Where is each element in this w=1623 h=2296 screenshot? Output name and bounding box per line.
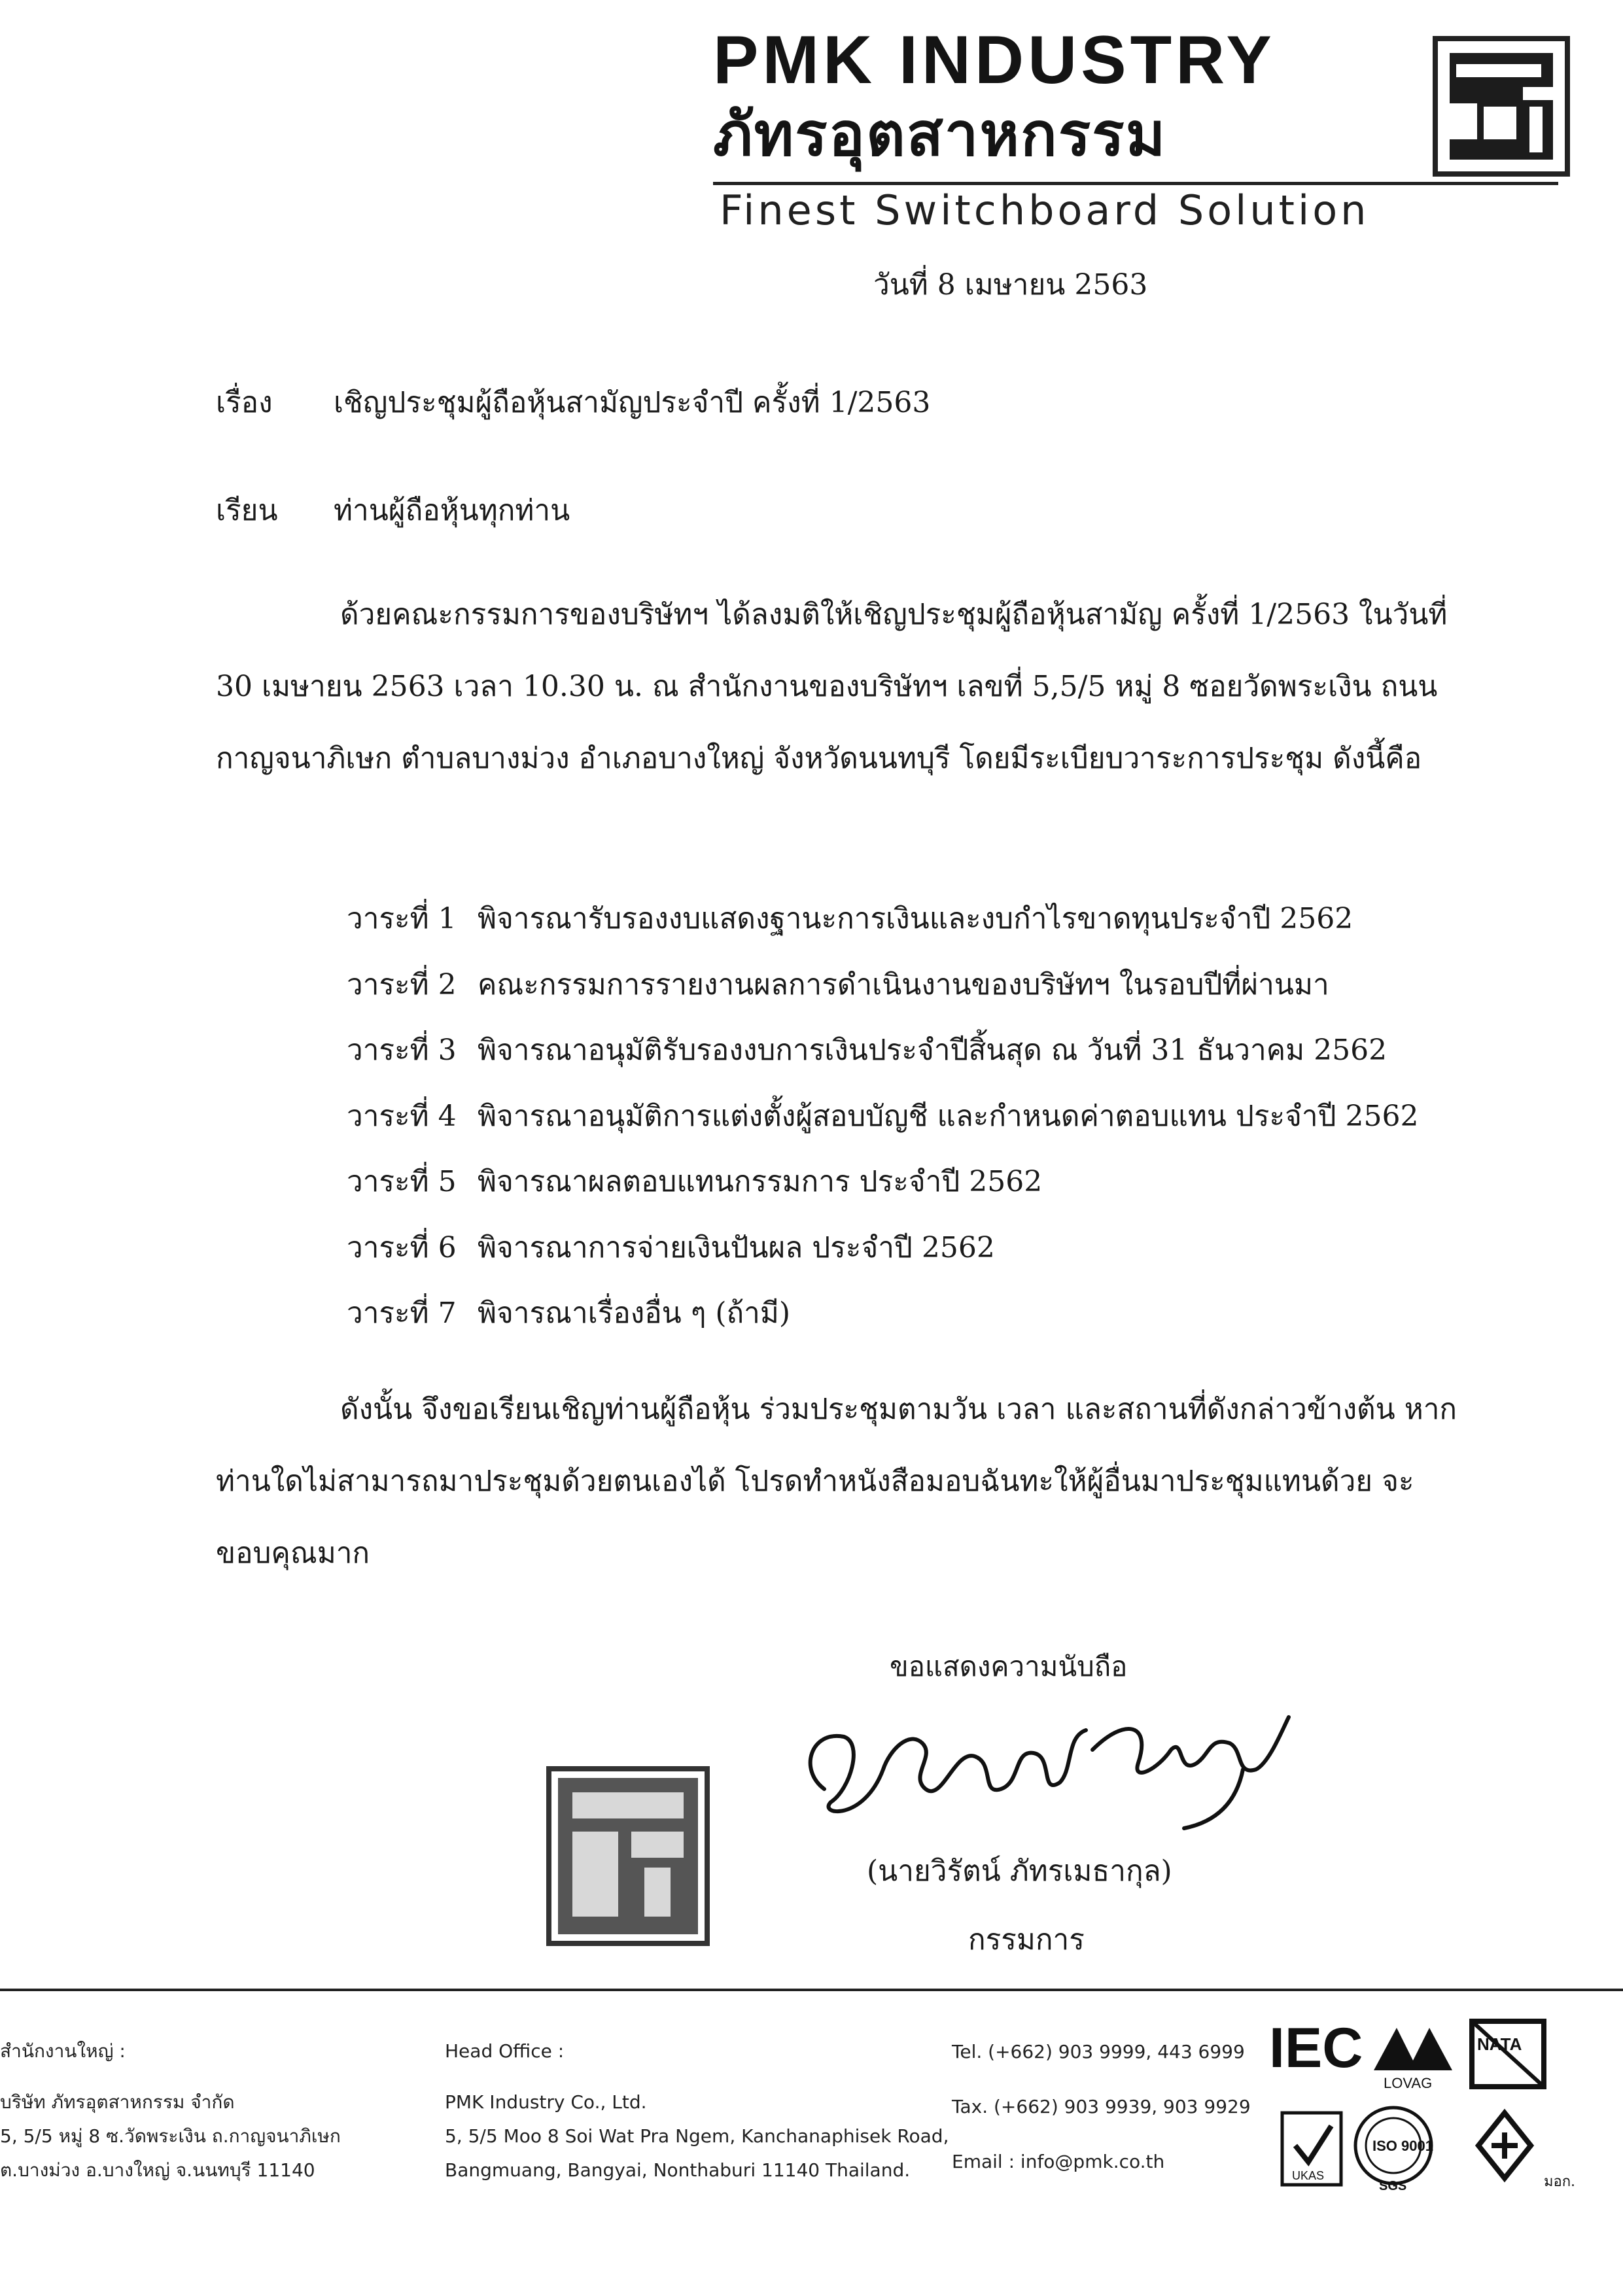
agenda-item [347, 1215, 1419, 1281]
svg-text:ISO 9001: ISO 9001 [1372, 2138, 1433, 2154]
footer-th-address-line: ต.บางม่วง อ.บางใหญ่ จ.นนทบุรี 11140 [0, 2159, 315, 2181]
iso-sgs-logo-icon [1355, 2108, 1433, 2191]
agenda-item [347, 1149, 1419, 1215]
agenda-item-label: วาระที่ 3 [347, 1034, 457, 1067]
agenda-item-label: วาระที่ 7 [347, 1296, 457, 1330]
agenda-item-text: พิจารณาอนุมัติการแต่งตั้งผู้สอบบัญชี และกำหนดค่าตอบแทน ประจำปี 2562 [478, 1099, 1419, 1133]
svg-text:IEC: IEC [1269, 2017, 1363, 2079]
brand-name-en: PMK INDUSTRY [713, 22, 1276, 98]
agenda-item-text: พิจารณารับรองงบแสดงฐานะการเงินและงบกำไรขาดทุนประจำปี 2562 [478, 902, 1353, 935]
agenda-item [347, 886, 1419, 952]
body-paragraph-1 [216, 579, 1459, 795]
agenda-item [347, 952, 1419, 1018]
svg-text:SGS: SGS [1379, 2179, 1407, 2191]
lovag-logo-icon [1374, 2028, 1452, 2091]
subject-label: เรื่อง [216, 386, 273, 419]
footer-en-company: PMK Industry Co., Ltd. [445, 2091, 647, 2113]
company-tagline: Finest Switchboard Solution [720, 186, 1370, 234]
nata-logo-icon [1472, 2021, 1544, 2087]
agenda-item-text: พิจารณาอนุมัติรับรองงบการเงินประจำปีสิ้นสุด ณ วันที่ 31 ธันวาคม 2562 [478, 1034, 1387, 1067]
agenda-item-text: พิจารณาเรื่องอื่น ๆ (ถ้ามี) [478, 1296, 791, 1330]
footer-english-address [445, 2034, 949, 2187]
footer-th-office-label: สำนักงานใหญ่ : [0, 2040, 126, 2062]
letter-date: วันที่ 8 เมษายน 2563 [873, 268, 1148, 302]
footer-th-company: บริษัท ภัทรอุตสาหกรรม จำกัด [0, 2091, 235, 2113]
agenda-item [347, 1018, 1419, 1084]
tisi-logo-icon [1478, 2113, 1575, 2190]
handwritten-signature [785, 1691, 1295, 1841]
svg-text:LOVAG: LOVAG [1384, 2075, 1433, 2091]
footer-email: Email : info@pmk.co.th [952, 2151, 1165, 2172]
agenda-item-label: วาระที่ 4 [347, 1099, 457, 1133]
agenda-item-label: วาระที่ 5 [347, 1165, 457, 1198]
closing-text: ขอแสดงความนับถือ [890, 1650, 1128, 1682]
signer-title: กรรมการ [968, 1923, 1085, 1957]
footer-thai-address [0, 2034, 341, 2187]
recipient-text: ท่านผู้ถือหุ้นทุกท่าน [334, 494, 570, 527]
agenda-item-text: พิจารณาผลตอบแทนกรรมการ ประจำปี 2562 [478, 1165, 1043, 1198]
footer-en-address-line: 5, 5/5 Moo 8 Soi Wat Pra Ngem, Kanchanaphisek Road, [445, 2125, 949, 2147]
body-paragraph-2-text: ดังนั้น จึงขอเรียนเชิญท่านผู้ถือหุ้น ร่วมประชุมตามวัน เวลา และสถานที่ดังกล่าวข้างต้น หากท่านใดไม่สามารถมาประชุมด้วยตนเองได้ โปรดทำหนังสือมอบฉันทะให้ผู้อื่นมาประชุมแทนด้วย จะขอบคุณมาก [216, 1393, 1457, 1570]
company-stamp-icon [546, 1766, 710, 1946]
iec-logo-icon [1269, 2017, 1363, 2079]
svg-text:มอก.: มอก. [1544, 2174, 1576, 2190]
footer-divider [0, 1989, 1623, 1991]
footer-contact [952, 2025, 1251, 2189]
footer-tel: Tel. (+662) 903 9999, 443 6999 [952, 2041, 1245, 2062]
brand-name-th: ภัทรอุตสาหกรรม [713, 99, 1167, 169]
footer-fax: Tax. (+662) 903 9939, 903 9929 [952, 2096, 1251, 2117]
subject-text: เชิญประชุมผู้ถือหุ้นสามัญประจำปี ครั้งที่ 1/2563 [334, 386, 931, 419]
agenda-item-text: พิจารณาการจ่ายเงินปันผล ประจำปี 2562 [478, 1230, 995, 1264]
recipient-label: เรียน [216, 494, 278, 527]
ukas-logo-icon [1282, 2113, 1341, 2185]
agenda-item-label: วาระที่ 1 [347, 902, 457, 935]
footer-en-address-line: Bangmuang, Bangyai, Nonthaburi 11140 Thailand. [445, 2159, 911, 2181]
body-paragraph-2 [216, 1374, 1459, 1590]
agenda-item-text: คณะกรรมการรายงานผลการดำเนินงานของบริษัทฯ ในรอบปีที่ผ่านมา [478, 967, 1329, 1001]
certification-logos [1269, 2015, 1609, 2191]
pi-logo-icon [1433, 36, 1570, 177]
agenda-item [347, 1084, 1419, 1150]
agenda-item [347, 1281, 1419, 1347]
agenda-list [347, 886, 1419, 1347]
body-paragraph-1-text: ด้วยคณะกรรมการของบริษัทฯ ได้ลงมติให้เชิญประชุมผู้ถือหุ้นสามัญ ครั้งที่ 1/2563 ในวันที่ 30 เมษายน 2563 เวลา 10.30 น. ณ สำนักงานของบริษัทฯ เลขที่ 5,5/5 หมู่ 8 ซอยวัดพระเงิน ถนนกาญจนาภิเษก ตำบลบางม่วง อำเภอบางใหญ่ จังหวัดนนทบุรี โดยมีระเบียบวาระการประชุม ดังนี้คือ [216, 598, 1448, 775]
footer-en-office-label: Head Office : [445, 2040, 565, 2062]
agenda-item-label: วาระที่ 2 [347, 967, 457, 1001]
svg-text:NATA: NATA [1477, 2034, 1522, 2054]
header-divider [713, 182, 1558, 185]
footer-th-address-line: 5, 5/5 หมู่ 8 ซ.วัดพระเงิน ถ.กาญจนาภิเษก [0, 2125, 341, 2147]
signer-name: (นายวิรัตน์ ภัทรเมธากุล) [867, 1854, 1172, 1888]
agenda-item-label: วาระที่ 6 [347, 1230, 457, 1264]
svg-text:UKAS: UKAS [1292, 2169, 1325, 2182]
